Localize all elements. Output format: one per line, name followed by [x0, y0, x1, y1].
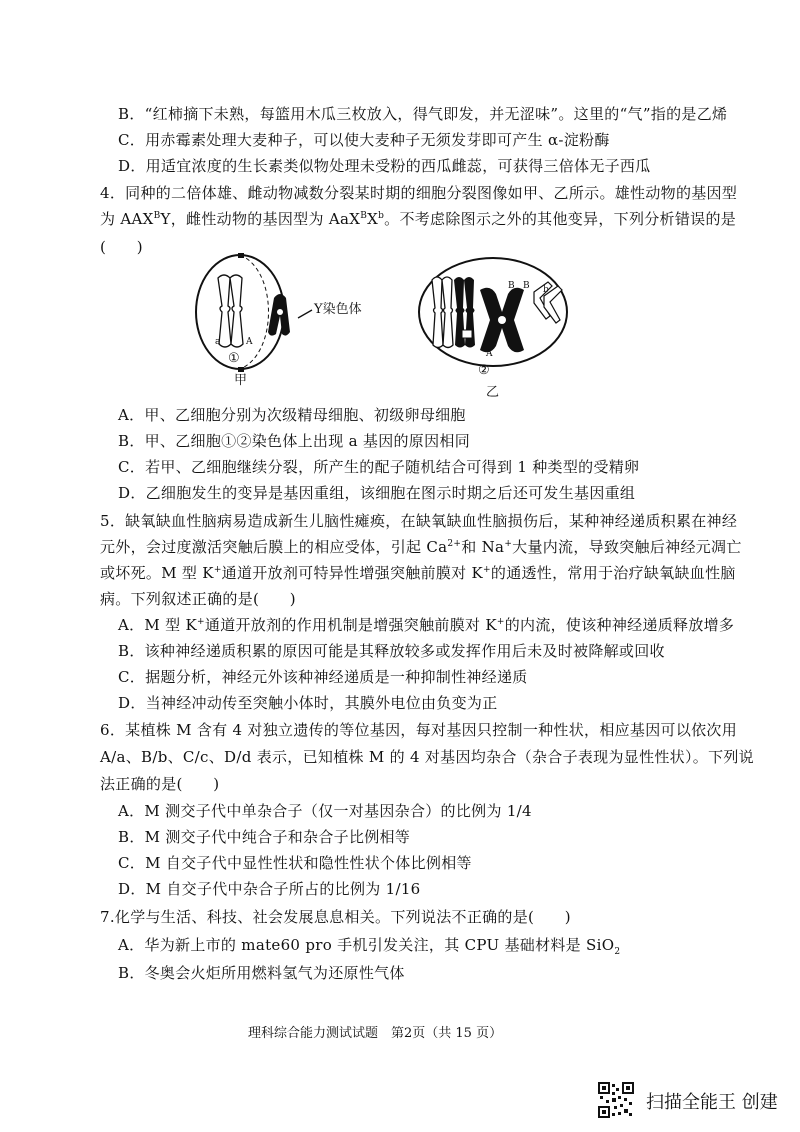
q4-sup-b-small: b [378, 211, 385, 221]
q4-stem-line2 [100, 208, 736, 230]
q3-option-b: B．“红柿摘下未熟，每篮用木瓜三枚放入，得气即发，并无涩味”。这里的“气”指的是乙烯 [118, 105, 728, 123]
q5-l2-a: 元外，会过度激活突触后膜上的相应受体，引起 Ca [100, 538, 448, 556]
q5-a-a: A．M 型 K [118, 616, 198, 634]
page-footer: 理科综合能力测试试题 第2页（共 15 页） [248, 1026, 503, 1041]
q5-l3-c: 的通透性，常用于治疗缺氧缺血性脑 [490, 564, 736, 582]
gene-B-label-2: B [523, 281, 530, 291]
q6-stem-line2: A/a、B/b、C/c、D/d 表示，已知植株 M 的 4 对基因均杂合（杂合子表现为显性性状）。下列说 [100, 748, 754, 766]
q4-stem-bracket: ( ) [100, 238, 143, 256]
q4-sup-b1: B [153, 211, 161, 221]
q5-l3-a: 或坏死。M 型 K [100, 564, 214, 582]
gene-b-label: b [543, 285, 549, 295]
q7-option-a [118, 934, 620, 956]
q4-stem-line2-b: Y，雌性动物的基因型为 AaX [160, 210, 361, 228]
cell-jia-centrosome-top [238, 253, 244, 258]
cell-jia-label: 甲 [234, 373, 248, 388]
gene-A-label: A [246, 337, 253, 347]
q4-stem-line2-c: X [367, 210, 379, 228]
gene-a-label: a [215, 337, 221, 347]
q5-l2-b: 和 Na [461, 538, 505, 556]
scanner-brand-text: 扫描全能王 创建 [646, 1092, 778, 1113]
q4-sup-b2: B [360, 211, 368, 221]
cell-jia [196, 253, 312, 388]
centromere-y [277, 309, 283, 315]
q7-a-text: A．华为新上市的 mate60 pro 手机引发关注，其 CPU 基础材料是 SiO [118, 936, 615, 954]
q6-stem-line3: 法正确的是( ) [100, 775, 220, 793]
chromosome-white-jia-2 [230, 275, 243, 347]
q5-a-b: 通道开放剂的作用机制是增强突触前膜对 K [204, 616, 497, 634]
q5-stem-line4: 病。下列叙述正确的是( ) [100, 590, 296, 608]
q6-option-c: C．M 自交子代中显性性状和隐性性状个体比例相等 [118, 854, 472, 872]
q5-l3-b: 通道开放剂可特异性增强突触前膜对 K [221, 564, 484, 582]
crossover-segment [462, 330, 472, 338]
y-chromosome-label: Y染色体 [314, 302, 362, 317]
chromosome-white-yi-2 [442, 277, 453, 348]
cell-jia-spindle [240, 255, 269, 369]
q7-a-sub: 2 [614, 947, 621, 957]
q5-option-b: B．该种神经递质积累的原因可能是其释放较多或发挥作用后未及时被降解或回收 [118, 642, 665, 660]
q4-option-d: D．乙细胞发生的变异是基因重组，该细胞在图示时期之后还可发生基因重组 [118, 484, 636, 502]
cell-division-figure [178, 250, 608, 400]
qr-code-icon [598, 1082, 634, 1118]
chromosome-white-yi-1 [432, 277, 443, 348]
q4-stem-line2-a: 为 AAX [100, 210, 154, 228]
q5-sup-k1: + [213, 565, 222, 575]
y-pointer-line [298, 310, 312, 318]
q6-option-b: B．M 测交子代中纯合子和杂合子比例相等 [118, 828, 411, 846]
q5-l2-c: 大量内流，导致突触后神经元凋亡 [512, 538, 742, 556]
q5-sup-ca: 2+ [447, 539, 462, 549]
q5-option-d: D．当神经冲动传至突触小体时，其膜外电位由负变为正 [118, 694, 498, 712]
q5-stem-line3 [100, 562, 736, 584]
centromere-x-black [498, 316, 506, 324]
q7-stem: 7.化学与生活、科技、社会发展息息相关。下列说法不正确的是( ) [100, 908, 571, 926]
gene-A-label-yi: A [486, 349, 493, 359]
q5-stem-line2 [100, 536, 742, 558]
q7-option-b: B．冬奥会火炬所用燃料氢气为还原性气体 [118, 964, 405, 982]
q4-stem-line1: 4．同种的二倍体雄、雌动物减数分裂某时期的细胞分裂图像如甲、乙所示。雄性动物的基因型 [100, 184, 738, 202]
q6-option-d: D．M 自交子代中杂合子所占的比例为 1/16 [118, 880, 421, 898]
gene-B-label: B [508, 281, 515, 291]
q5-option-a [118, 614, 734, 636]
mark-2: ② [478, 363, 490, 378]
q5-option-c: C．据题分析，神经元外该种神经递质是一种抑制性神经递质 [118, 668, 528, 686]
mark-1: ① [228, 351, 240, 366]
q5-a-sup2: + [496, 617, 505, 627]
q4-option-a: A．甲、乙细胞分别为次级精母细胞、初级卵母细胞 [118, 406, 466, 424]
q5-a-c: 的内流，使该种神经递质释放增多 [504, 616, 735, 634]
cell-yi [419, 258, 567, 400]
cell-jia-centrosome-bottom [238, 367, 244, 372]
q6-option-a: A．M 测交子代中单杂合子（仅一对基因杂合）的比例为 1/4 [118, 802, 532, 820]
q3-option-d: D．用适宜浓度的生长素类似物处理未受粉的西瓜雌蕊，可获得三倍体无子西瓜 [118, 157, 651, 175]
q3-option-c: C．用赤霉素处理大麦种子，可以使大麦种子无须发芽即可产生 α-淀粉酶 [118, 131, 610, 149]
q5-stem-line1: 5．缺氧缺血性脑病易造成新生儿脑性瘫痪，在缺氧缺血性脑损伤后，某种神经递质积累在神经 [100, 512, 738, 530]
q5-sup-k2: + [483, 565, 491, 575]
q4-stem-line2-d: 。不考虑除图示之外的其他变异，下列分析错误的是 [384, 210, 737, 228]
q5-sup-na: + [504, 539, 513, 549]
q4-option-c: C．若甲、乙细胞继续分裂，所产生的配子随机结合可得到 1 种类型的受精卵 [118, 458, 640, 476]
cell-yi-label: 乙 [486, 385, 500, 400]
q5-a-sup1: + [197, 617, 205, 627]
q6-stem-line1: 6．某植株 M 含有 4 对独立遗传的等位基因，每对基因只控制一种性状，相应基因可以依次用 [100, 721, 738, 739]
scanner-watermark [598, 1080, 778, 1120]
q4-option-b: B．甲、乙细胞①②染色体上出现 a 基因的原因相同 [118, 432, 471, 450]
